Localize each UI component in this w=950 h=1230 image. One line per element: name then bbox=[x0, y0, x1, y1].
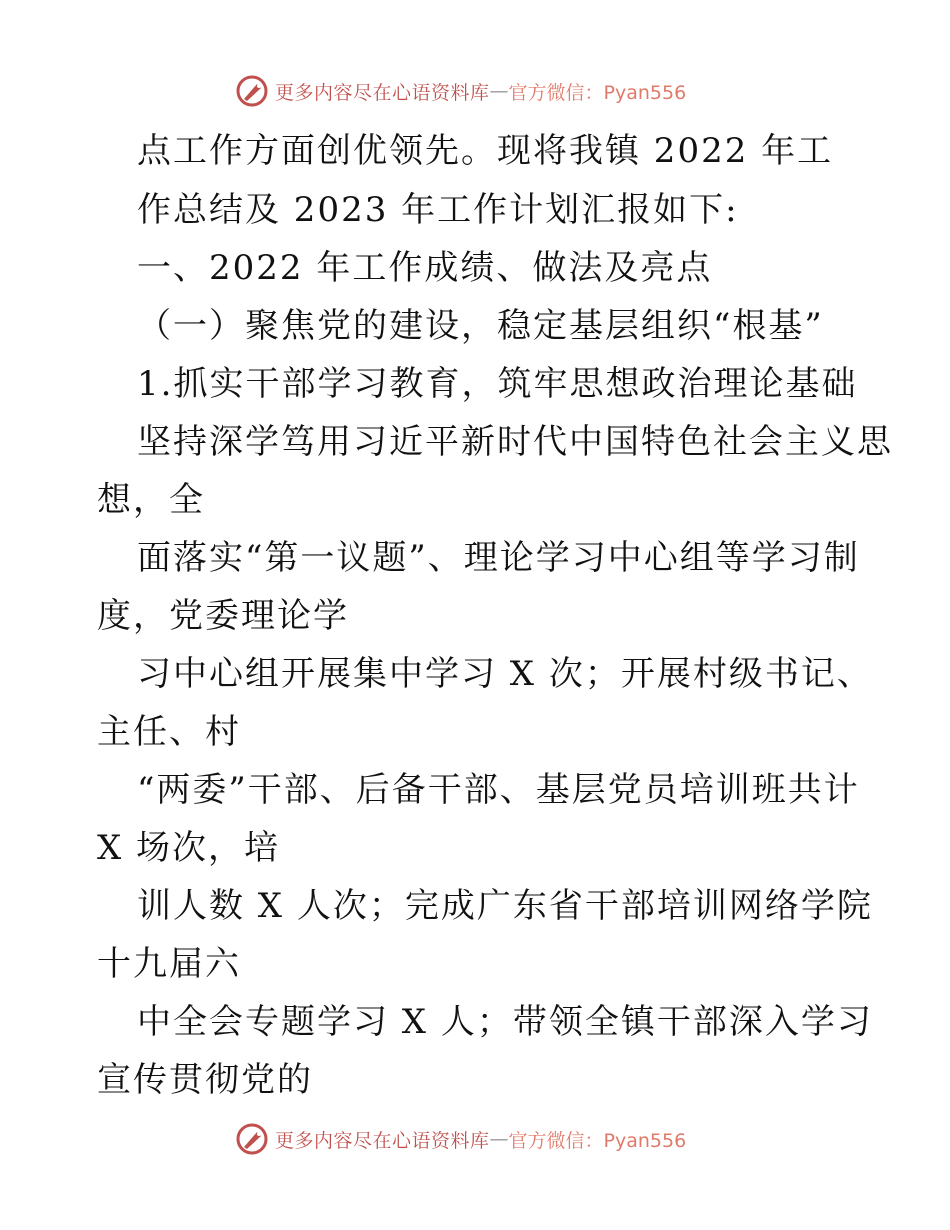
pen-nib-logo-icon bbox=[235, 74, 269, 108]
watermark-suffix: 官方微信：Pyan556 bbox=[508, 81, 687, 104]
body-line: 作总结及 2023 年工作计划汇报如下: bbox=[137, 190, 739, 230]
section-heading: 一、2022 年工作成绩、做法及亮点 bbox=[137, 248, 713, 288]
header-watermark bbox=[235, 73, 686, 109]
body-line: 想，全 bbox=[97, 480, 205, 520]
pen-nib-logo-icon bbox=[235, 1122, 269, 1156]
watermark-separator: — bbox=[489, 80, 509, 102]
item-heading: 1.抓实干部学习教育，筑牢思想政治理论基础 bbox=[137, 364, 858, 404]
body-line: X 场次，培 bbox=[97, 828, 281, 868]
body-line: 习中心组开展集中学习 X 次；开展村级书记、 bbox=[137, 654, 873, 694]
body-line: 十九届六 bbox=[97, 944, 241, 984]
watermark-text: 更多内容尽在心语资料库 bbox=[275, 81, 490, 104]
watermark-separator: — bbox=[489, 1128, 509, 1150]
body-line: 训人数 X 人次；完成广东省干部培训网络学院 bbox=[137, 886, 873, 926]
subsection-heading: （一）聚焦党的建设，稳定基层组织“根基” bbox=[137, 306, 824, 346]
body-line: 坚持深学笃用习近平新时代中国特色社会主义思 bbox=[137, 422, 893, 462]
body-line: 宣传贯彻党的 bbox=[97, 1060, 313, 1100]
body-line: 面落实“第一议题”、理论学习中心组等学习制 bbox=[137, 538, 860, 578]
watermark-text: 更多内容尽在心语资料库 bbox=[275, 1129, 490, 1152]
body-line: “两委”干部、后备干部、基层党员培训班共计 bbox=[137, 770, 860, 810]
footer-watermark bbox=[235, 1121, 686, 1157]
watermark-suffix: 官方微信：Pyan556 bbox=[508, 1129, 687, 1152]
body-line: 中全会专题学习 X 人；带领全镇干部深入学习 bbox=[137, 1002, 873, 1042]
body-line: 主任、村 bbox=[97, 712, 241, 752]
body-line: 度，党委理论学 bbox=[97, 596, 349, 636]
body-line: 点工作方面创优领先。现将我镇 2022 年工 bbox=[137, 131, 834, 171]
